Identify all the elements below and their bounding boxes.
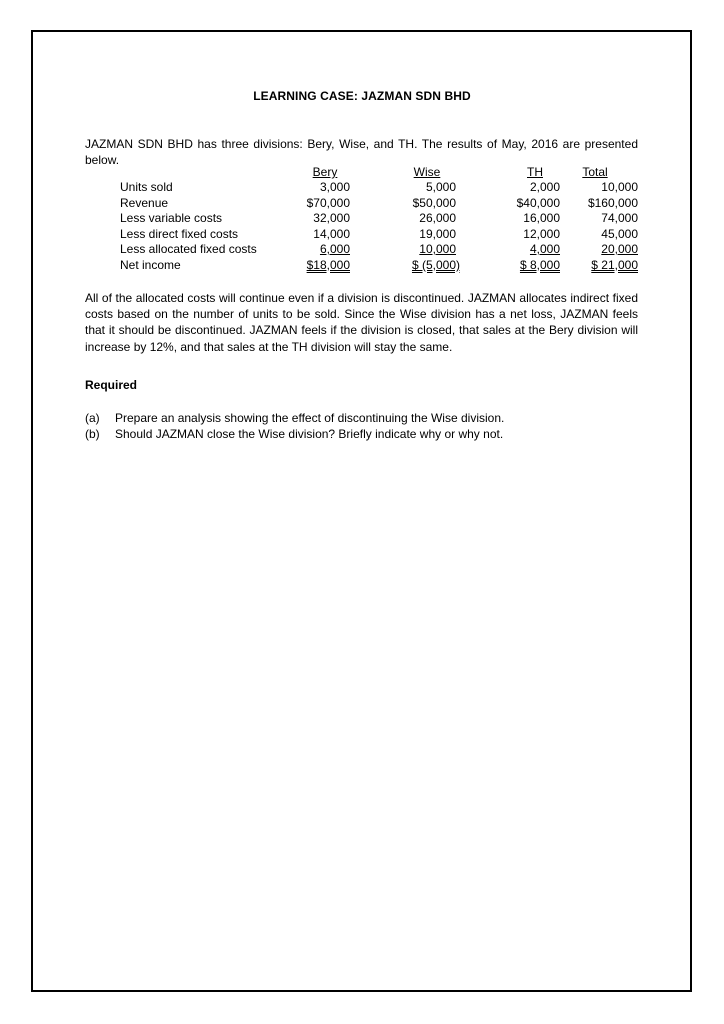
row-label-direct-fixed-costs: Less direct fixed costs [120, 226, 239, 241]
requirement-item [85, 426, 645, 442]
cell-direct-fixed-th: 12,000 [523, 226, 560, 241]
cell-direct-fixed-wise: 19,000 [419, 226, 456, 241]
row-label-allocated-fixed-costs: Less allocated fixed costs [120, 242, 257, 256]
requirements-list [85, 410, 645, 442]
cell-net-income-th: $ 8,000 [519, 257, 560, 272]
cell-variable-th: 16,000 [523, 211, 560, 225]
row-label-revenue: Revenue [120, 195, 169, 210]
cell-revenue-total: $160,000 [587, 195, 638, 210]
cell-direct-fixed-total: 45,000 [601, 226, 638, 241]
cell-variable-wise: 26,000 [419, 211, 456, 225]
row-label-units-sold: Units sold [120, 180, 173, 194]
header-th: TH [527, 165, 543, 179]
requirement-item [85, 410, 645, 426]
requirement-marker: (a) [85, 411, 100, 425]
header-bery: Bery [312, 165, 338, 179]
cell-units-wise: 5,000 [425, 180, 456, 194]
requirement-marker: (b) [85, 427, 100, 441]
cell-revenue-th: $40,000 [516, 195, 560, 210]
intro-paragraph: JAZMAN SDN BHD has three divisions: Bery, Wise, and TH. The results of May, 2016 are presented below. [85, 137, 638, 167]
header-total: Total [582, 165, 608, 179]
cell-revenue-wise: $50,000 [412, 195, 456, 210]
cell-revenue-bery: $70,000 [306, 195, 350, 210]
page-border [31, 30, 692, 992]
cell-variable-bery: 32,000 [313, 211, 350, 225]
cell-direct-fixed-bery: 14,000 [313, 226, 350, 241]
row-label-variable-costs: Less variable costs [120, 211, 223, 225]
row-label-net-income: Net income [120, 257, 181, 272]
cell-net-income-total: $ 21,000 [591, 257, 638, 272]
cell-allocated-wise: 10,000 [419, 242, 456, 256]
header-wise: Wise [413, 165, 441, 179]
cell-net-income-wise: $ (5,000) [411, 257, 460, 272]
cell-units-bery: 3,000 [319, 180, 350, 194]
cell-allocated-total: 20,000 [601, 242, 638, 256]
requirement-text: Should JAZMAN close the Wise division? Briefly indicate why or why not. [115, 427, 504, 441]
case-description: All of the allocated costs will continue even if a division is discontinued. JAZMAN allocates indirect fixed costs based on the number of units to be sold. Since the Wise division has a net loss, JAZMAN feels that it should be discontinued. JAZMAN feels if the division is closed, that sales at the Bery division will increase by 12%, and that sales at the TH division will stay the same. [85, 291, 638, 354]
cell-units-total: 10,000 [601, 180, 638, 194]
required-heading: Required [85, 378, 138, 392]
document-title: LEARNING CASE: JAZMAN SDN BHD [253, 89, 471, 103]
cell-allocated-bery: 6,000 [319, 242, 350, 256]
cell-units-th: 2,000 [529, 180, 560, 194]
cell-net-income-bery: $18,000 [306, 257, 350, 272]
cell-variable-total: 74,000 [601, 211, 638, 225]
requirement-text: Prepare an analysis showing the effect of discontinuing the Wise division. [115, 411, 505, 425]
cell-allocated-th: 4,000 [529, 242, 560, 256]
